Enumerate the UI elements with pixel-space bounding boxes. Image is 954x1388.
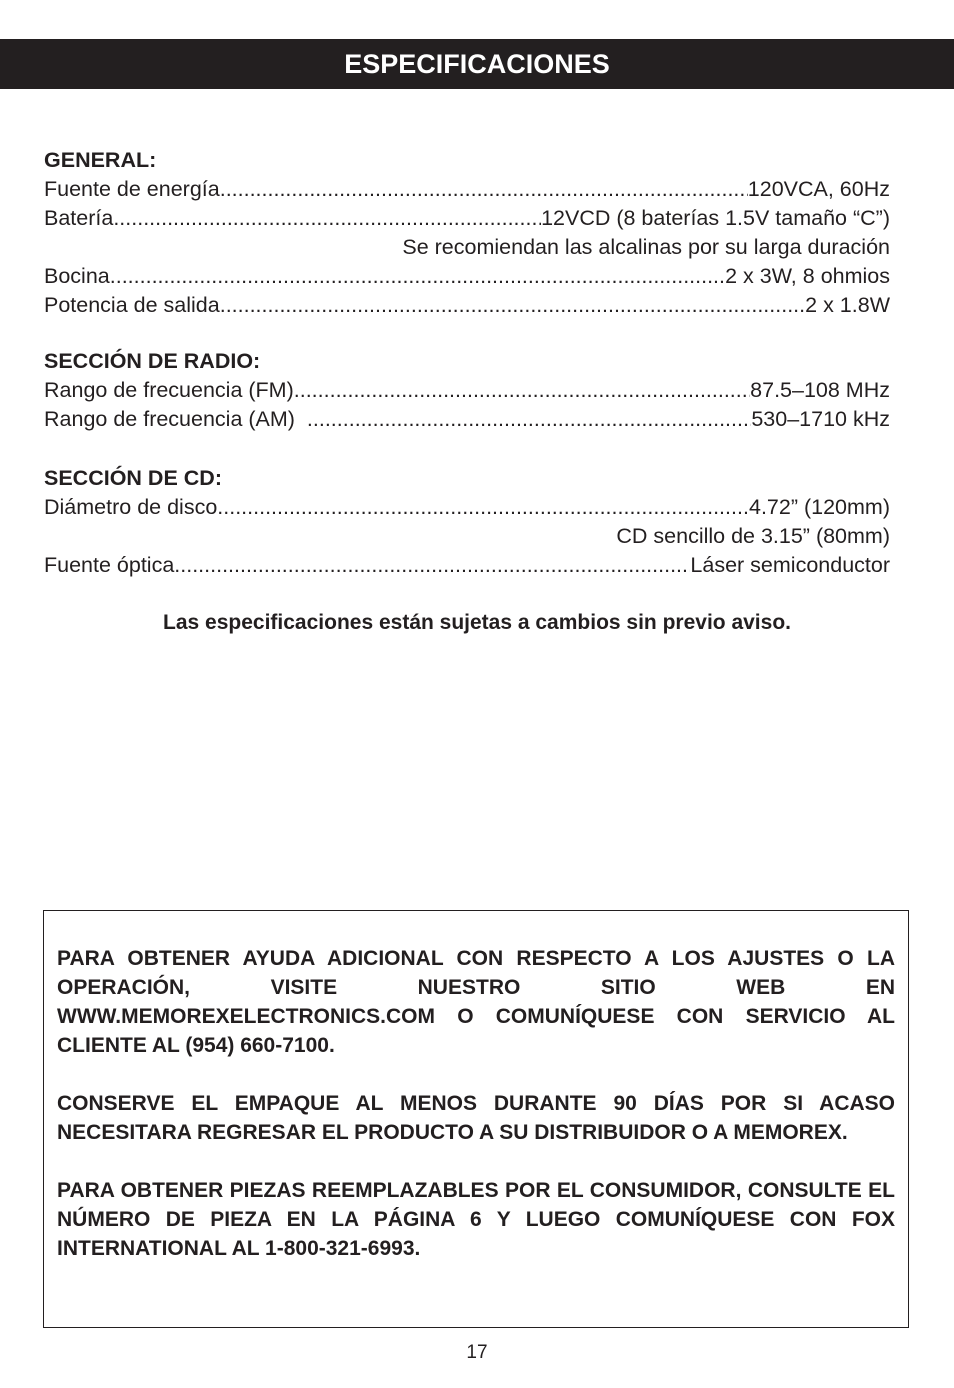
spec-label: Fuente óptica (44, 553, 175, 577)
dot-leader (113, 204, 541, 233)
change-notice: Las especificaciones están sujetas a cambios sin previo aviso. (163, 611, 791, 634)
radio-section (44, 347, 890, 434)
spec-label: Rango de frecuencia (AM) (44, 407, 307, 431)
spec-row (44, 493, 890, 522)
dot-leader (307, 405, 751, 434)
page-title-banner (0, 39, 954, 89)
page-title: ESPECIFICACIONES (344, 49, 610, 79)
spec-value: Láser semiconductor (690, 553, 890, 577)
spec-row (44, 262, 890, 291)
dot-leader (294, 376, 750, 405)
cd-section (44, 464, 890, 580)
spec-row (44, 175, 890, 204)
spec-value: 530–1710 kHz (751, 407, 890, 431)
spec-label: Rango de frecuencia (FM) (44, 378, 294, 402)
dot-leader (217, 493, 749, 522)
spec-label: Potencia de salida (44, 293, 220, 317)
spec-label: Fuente de energía (44, 177, 220, 201)
section-heading: SECCIÓN DE CD: (44, 466, 222, 490)
spec-label: Bocina (44, 264, 110, 288)
spec-row (44, 405, 890, 434)
spec-value: 12VCD (8 baterías 1.5V tamaño “C”) (541, 206, 890, 230)
spec-value: 87.5–108 MHz (750, 378, 890, 402)
dot-leader (220, 291, 805, 320)
dot-leader (110, 262, 725, 291)
spec-note: CD sencillo de 3.15” (80mm) (616, 524, 890, 548)
section-heading: GENERAL: (44, 148, 157, 172)
dot-leader (174, 551, 690, 580)
spec-row (44, 376, 890, 405)
info-paragraph: CONSERVE EL EMPAQUE AL MENOS DURANTE 90 DÍAS POR SI ACASO NECESITARA REGRESAR EL PRODUCTO A SU DISTRIBUIDOR O A MEMOREX. (57, 1092, 895, 1144)
page-number: 17 (466, 1342, 488, 1363)
general-section (44, 146, 890, 320)
info-paragraph: PARA OBTENER PIEZAS REEMPLAZABLES POR EL CONSUMIDOR, CONSULTE EL NÚMERO DE PIEZA EN LA PÁGINA 6 Y LUEGO COMUNÍQUESE CON FOX INTERNATIONAL AL 1-800-321-6993. (57, 1179, 895, 1260)
spec-value: 4.72” (120mm) (749, 495, 890, 519)
spec-label: Batería (44, 206, 114, 230)
spec-value: 2 x 3W, 8 ohmios (725, 264, 890, 288)
spec-row (44, 291, 890, 320)
dot-leader (220, 175, 748, 204)
section-heading: SECCIÓN DE RADIO: (44, 349, 261, 373)
spec-label: Diámetro de disco (44, 495, 218, 519)
spec-row (44, 204, 890, 233)
spec-value: 2 x 1.8W (805, 293, 890, 317)
spec-row (44, 551, 890, 580)
info-box (43, 910, 909, 1328)
spec-value: 120VCA, 60Hz (747, 177, 890, 201)
spec-note: Se recomiendan las alcalinas por su larga duración (402, 235, 890, 259)
info-paragraph: PARA OBTENER AYUDA ADICIONAL CON RESPECTO A LOS AJUSTES O LA OPERACIÓN, VISITE NUESTRO SITIO WEB EN WWW.MEMOREXELECTRONICS.COM O COMUNÍQUESE CON SERVICIO AL CLIENTE AL (954) 660-7100. (57, 947, 895, 1057)
